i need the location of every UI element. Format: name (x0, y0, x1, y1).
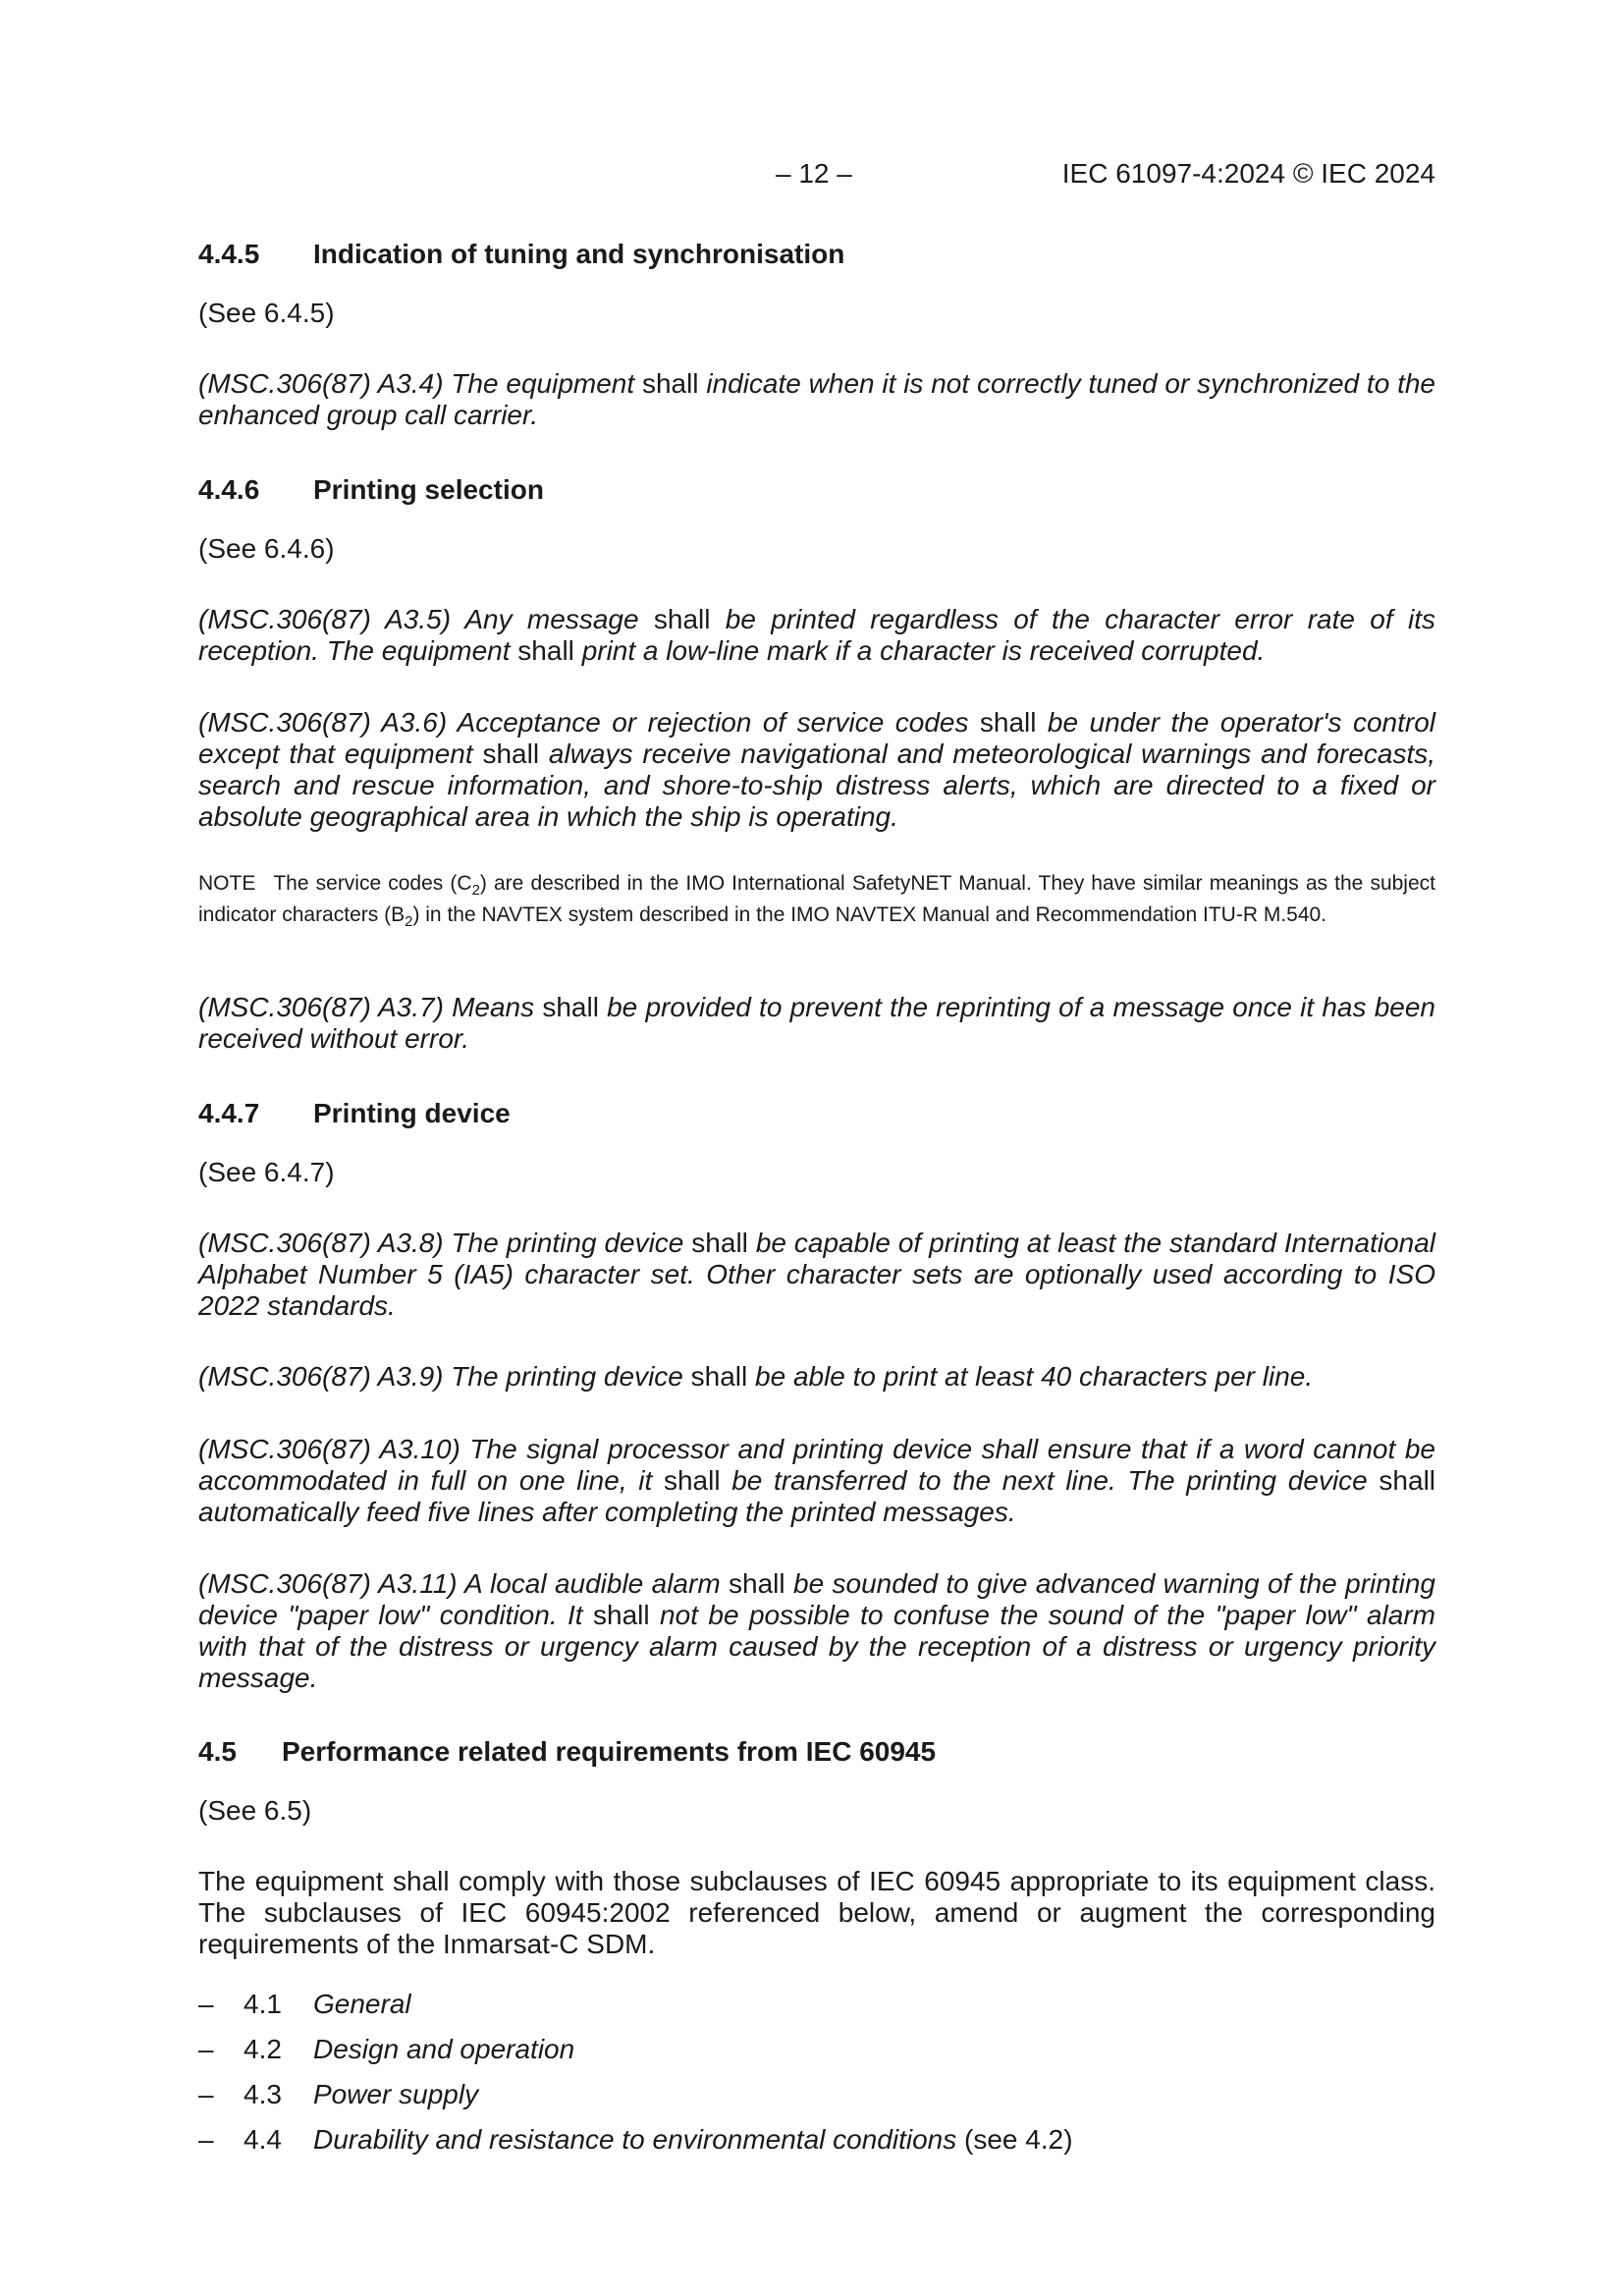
list-item: – 4.3 Power supply (198, 2079, 479, 2109)
document-reference: IEC 61097-4:2024 © IEC 2024 (1061, 158, 1435, 189)
section-number: 4.4.6 (198, 474, 260, 505)
section-number: 4.4.7 (198, 1098, 260, 1128)
note-paragraph: NOTE The service codes $(C_2)$ are described in the IMO International SafetyNET Manual. They have similar meanings as the subject indicator characters $(B_2)$ in the NAVTEX system described in the IMO NAVTEX Manual and Recommendation ITU-R M.540. (198, 872, 1435, 930)
section-heading-4-4-5 (198, 239, 1435, 270)
see-reference: (See 6.4.6) (198, 533, 335, 564)
body-paragraph: The equipment shall comply with those subclauses of IEC 60945 appropriate to its equipment class. The subclauses of IEC 60945:2002 referenced below, amend or augment the corresponding requirements of the Inmarsat-C SDM. (198, 1866, 1435, 1959)
section-title: Printing selection (313, 474, 544, 505)
requirement-paragraph: (MSC.306(87) A3.7) Means shall be provided to prevent the reprinting of a message once it has been received without error. (198, 992, 1435, 1054)
list-item: – 4.1 General (198, 1989, 411, 2019)
list-item: – 4.2 Design and operation (198, 2034, 575, 2064)
requirement-paragraph: (MSC.306(87) A3.8) The printing device shall be capable of printing at least the standard International Alphabet Number 5 (IA5) character set. Other character sets are optionally used according to ISO 2022 standards. (198, 1228, 1436, 1321)
section-number: 4.5 (198, 1736, 237, 1767)
section-heading-4-4-7 (198, 1098, 1435, 1129)
see-reference: (See 6.5) (198, 1795, 312, 1826)
list-item: – 4.4 Durability and resistance to environmental conditions (see 4.2) (198, 2124, 1073, 2155)
section-heading-4-5 (198, 1736, 1435, 1768)
see-reference: (See 6.4.5) (198, 298, 335, 328)
requirement-paragraph: (MSC.306(87) A3.5) Any message shall be printed regardless of the character error rate of its reception. The equipment shall print a low-line mark if a character is received corrupted. (198, 604, 1435, 666)
section-title: Printing device (313, 1098, 511, 1128)
section-title: Indication of tuning and synchronisation (313, 239, 845, 269)
section-heading-4-4-6 (198, 474, 1435, 506)
see-reference: (See 6.4.7) (198, 1157, 335, 1187)
requirement-paragraph: (MSC.306(87) A3.9) The printing device shall be able to print at least 40 characters per line. (198, 1361, 1314, 1392)
requirement-paragraph: (MSC.306(87) A3.6) Acceptance or rejection of service codes shall be under the operator's control except that equipment shall always receive navigational and meteorological warnings and forecasts, search and rescue information, and shore-to-ship distress alerts, which are directed to a fixed or absolute geographical area in which the ship is operating. (198, 707, 1436, 832)
section-title: Performance related requirements from IEC 60945 (282, 1736, 937, 1767)
page-number: – 12 – (776, 158, 852, 189)
requirement-paragraph: (MSC.306(87) A3.4) The equipment shall indicate when it is not correctly tuned or synchronized to the enhanced group call carrier. (198, 368, 1435, 430)
section-number: 4.4.5 (198, 239, 260, 269)
note-label: NOTE (198, 872, 256, 895)
requirement-paragraph: (MSC.306(87) A3.11) A local audible alarm shall be sounded to give advanced warning of the printing device "paper low" condition. It shall not be possible to confuse the sound of the "paper low" alarm with that of the distress or urgency alarm caused by the reception of a distress or urgency priority message. (198, 1568, 1435, 1693)
requirement-paragraph: (MSC.306(87) A3.10) The signal processor and printing device shall ensure that if a word cannot be accommodated in full on one line, it shall be transferred to the next line. The printing device shall automatically feed five lines after completing the printed messages. (198, 1434, 1436, 1527)
